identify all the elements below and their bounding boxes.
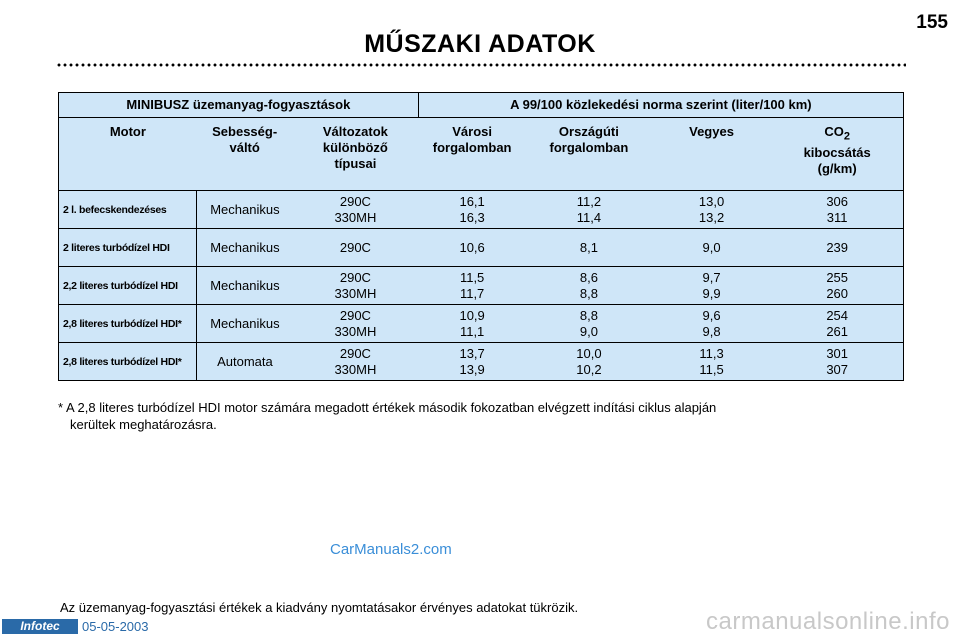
- table-group-right-header: A 99/100 közlekedési norma szerint (liter/100 km): [418, 93, 903, 118]
- table-cell: 255 260: [771, 267, 903, 305]
- table-cell: 11,5 11,7: [418, 267, 526, 305]
- page-number: 155: [916, 12, 948, 33]
- table-cell: 9,0: [652, 229, 772, 267]
- column-header-row: [59, 118, 904, 191]
- table-cell: Mechanikus: [197, 267, 293, 305]
- dotted-divider: [56, 62, 906, 68]
- table-cell: 9,7 9,9: [652, 267, 772, 305]
- header-gearbox: Sebesség- váltó: [197, 118, 293, 191]
- table-cell: 11,3 11,5: [652, 343, 772, 381]
- table-row: [59, 229, 904, 267]
- footnote-line: * A 2,8 literes turbódízel HDI motor számára megadott értékek második fokozatban elvégzett indítási ciklus alapján: [58, 400, 717, 415]
- header-motor: Motor: [59, 118, 197, 191]
- header-combined: Vegyes: [652, 118, 772, 191]
- table-cell: 13,0 13,2: [652, 191, 772, 229]
- table-cell: 16,1 16,3: [418, 191, 526, 229]
- page-title: MŰSZAKI ADATOK: [364, 30, 596, 58]
- table-cell: Mechanikus: [197, 229, 293, 267]
- header-extra-urban: Országúti forgalomban: [526, 118, 652, 191]
- fuel-consumption-table: [58, 92, 904, 381]
- footnote: [58, 399, 888, 433]
- table-cell: 290C: [293, 229, 419, 267]
- table-cell: 290C 330MH: [293, 305, 419, 343]
- table-cell: 9,6 9,8: [652, 305, 772, 343]
- watermark-corner: carmanualsonline.info: [706, 608, 950, 635]
- table-cell: 8,8 9,0: [526, 305, 652, 343]
- table-cell: Mechanikus: [197, 191, 293, 229]
- table-row: [59, 343, 904, 381]
- table-cell: 239: [771, 229, 903, 267]
- table-cell: 10,9 11,1: [418, 305, 526, 343]
- motor-cell: 2,8 literes turbódízel HDI*: [59, 343, 197, 381]
- table-row: [59, 305, 904, 343]
- table-row: [59, 267, 904, 305]
- motor-cell: 2 l. befecskendezéses: [59, 191, 197, 229]
- table-cell: Automata: [197, 343, 293, 381]
- table-body: [59, 191, 904, 381]
- table-cell: 8,6 8,8: [526, 267, 652, 305]
- table-cell: 254 261: [771, 305, 903, 343]
- header-variants: Változatok különböző típusai: [293, 118, 419, 191]
- table-cell: 290C 330MH: [293, 343, 419, 381]
- table-cell: 290C 330MH: [293, 191, 419, 229]
- table-cell: 10,0 10,2: [526, 343, 652, 381]
- table-cell: 13,7 13,9: [418, 343, 526, 381]
- motor-cell: 2,8 literes turbódízel HDI*: [59, 305, 197, 343]
- table-cell: 10,6: [418, 229, 526, 267]
- motor-cell: 2 literes turbódízel HDI: [59, 229, 197, 267]
- table-cell: 8,1: [526, 229, 652, 267]
- motor-cell: 2,2 literes turbódízel HDI: [59, 267, 197, 305]
- watermark-link[interactable]: CarManuals2.com: [330, 541, 452, 558]
- table-cell: 11,2 11,4: [526, 191, 652, 229]
- header-urban: Városi forgalomban: [418, 118, 526, 191]
- table-cell: 306 311: [771, 191, 903, 229]
- table-cell: 301 307: [771, 343, 903, 381]
- publication-date: 05-05-2003: [82, 619, 149, 634]
- header-co2: $CO_2$ kibocsátás (g/km): [771, 118, 903, 191]
- table-cell: Mechanikus: [197, 305, 293, 343]
- footnote-line: kerültek meghatározásra.: [70, 417, 217, 432]
- table-cell: 290C 330MH: [293, 267, 419, 305]
- publisher-badge: Infotec: [2, 619, 78, 634]
- table-row: [59, 191, 904, 229]
- bottom-note: Az üzemanyag-fogyasztási értékek a kiadvány nyomtatásakor érvényes adatokat tükrözik.: [60, 600, 579, 615]
- table-group-left-header: MINIBUSZ üzemanyag-fogyasztások: [59, 93, 419, 118]
